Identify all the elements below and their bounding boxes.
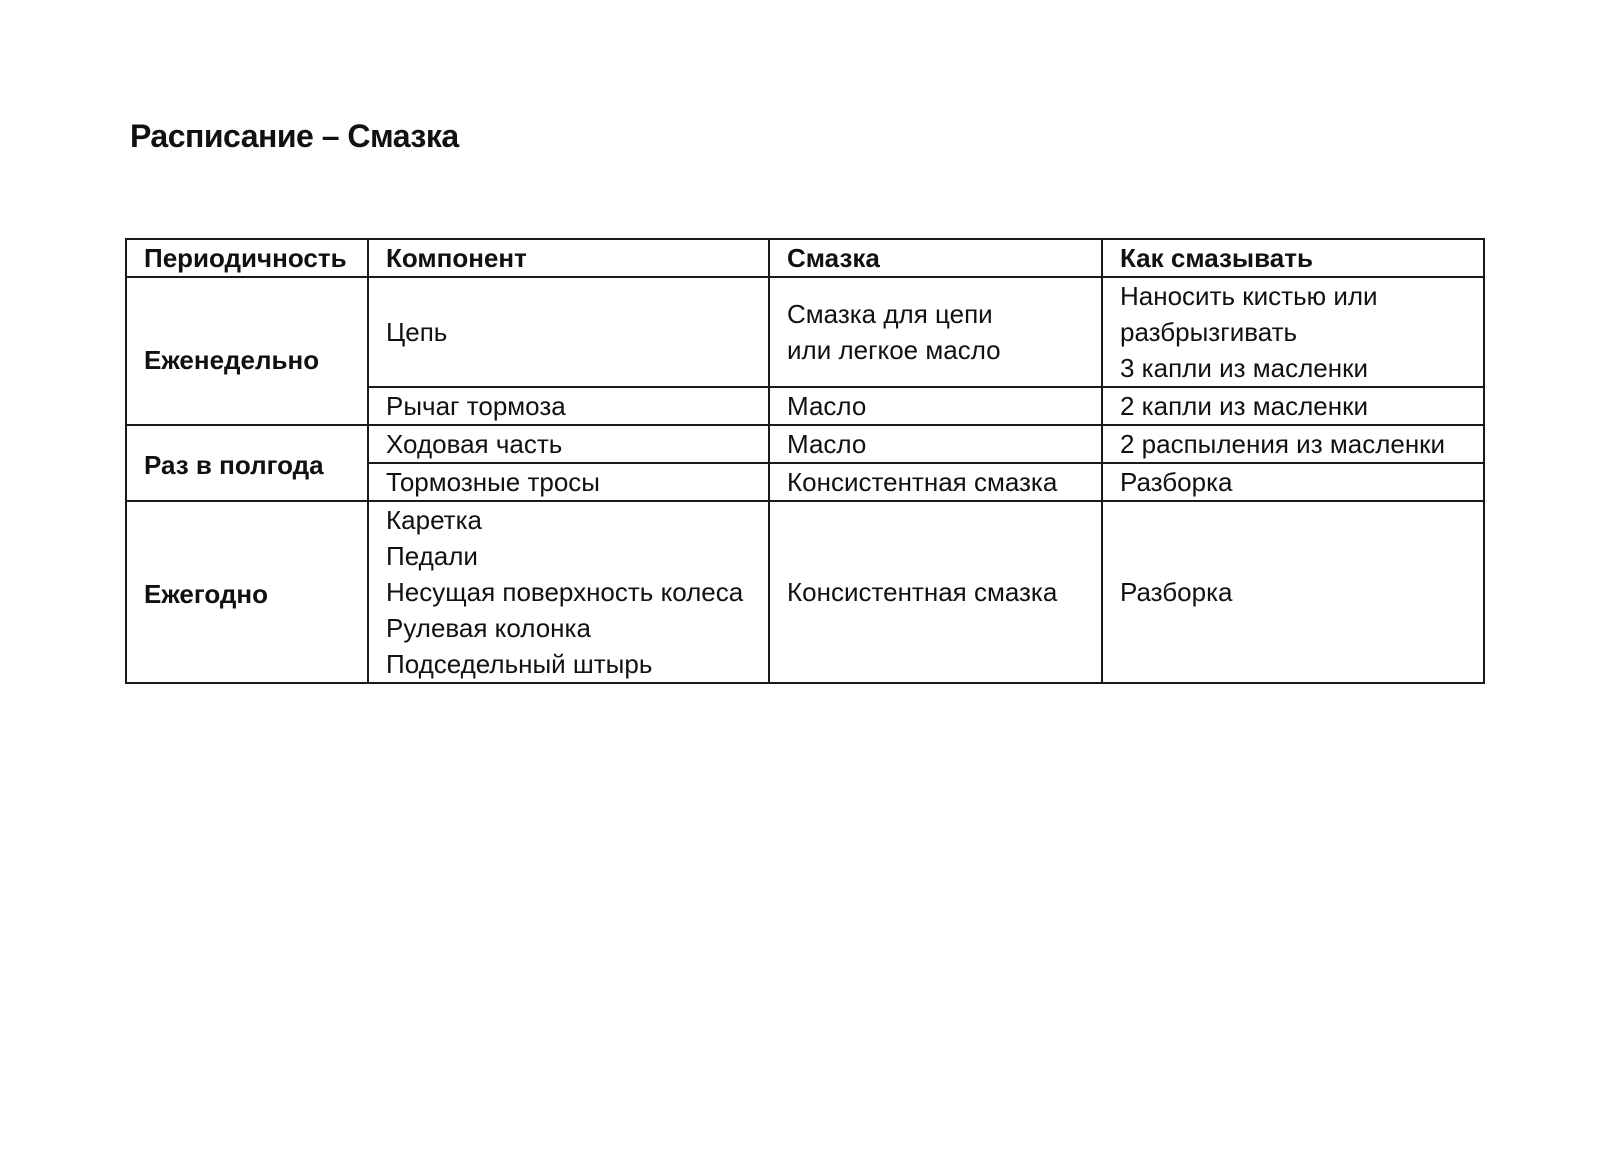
component-brake-lever: Рычаг тормоза	[368, 387, 769, 425]
component-chain: Цепь	[368, 277, 769, 387]
period-weekly: Еженедельно	[126, 277, 368, 425]
lubricant-drivetrain: Масло	[769, 425, 1102, 463]
page-title: Расписание – Смазка	[130, 118, 459, 154]
method-drivetrain: 2 распыления из масленки	[1102, 425, 1484, 463]
lubricant-chain-line: или легкое масло	[787, 335, 1001, 365]
component-yearly-item: Рулевая колонка	[386, 613, 591, 643]
period-half-year: Раз в полгода	[126, 425, 368, 501]
lubricant-brake-cables: Консистентная смазка	[769, 463, 1102, 501]
method-yearly: Разборка	[1102, 501, 1484, 683]
table-row	[126, 501, 1484, 683]
header-lubricant: Смазка	[769, 239, 1102, 277]
component-brake-cables: Тормозные тросы	[368, 463, 769, 501]
method-brake-cables: Разборка	[1102, 463, 1484, 501]
table-row	[126, 277, 1484, 387]
method-chain	[1102, 277, 1484, 387]
component-yearly-item: Несущая поверхность колеса	[386, 577, 744, 607]
component-yearly-item: Подседельный штырь	[386, 649, 653, 679]
component-yearly-item: Каретка	[386, 505, 482, 535]
method-chain-line: 3 капли из масленки	[1120, 353, 1368, 383]
method-chain-line: Наносить кистью или	[1120, 281, 1378, 311]
table-row	[126, 425, 1484, 463]
period-yearly: Ежегодно	[126, 501, 368, 683]
lubricant-yearly: Консистентная смазка	[769, 501, 1102, 683]
lubricant-brake-lever: Масло	[769, 387, 1102, 425]
header-periodicity: Периодичность	[126, 239, 368, 277]
method-brake-lever: 2 капли из масленки	[1102, 387, 1484, 425]
component-drivetrain: Ходовая часть	[368, 425, 769, 463]
header-method: Как смазывать	[1102, 239, 1484, 277]
lubricant-chain-line: Смазка для цепи	[787, 299, 993, 329]
components-yearly	[368, 501, 769, 683]
lubricant-chain	[769, 277, 1102, 387]
component-yearly-item: Педали	[386, 541, 478, 571]
table-header-row	[126, 239, 1484, 277]
method-chain-line: разбрызгивать	[1120, 317, 1298, 347]
header-component: Компонент	[368, 239, 769, 277]
lubrication-schedule-table	[125, 238, 1485, 684]
